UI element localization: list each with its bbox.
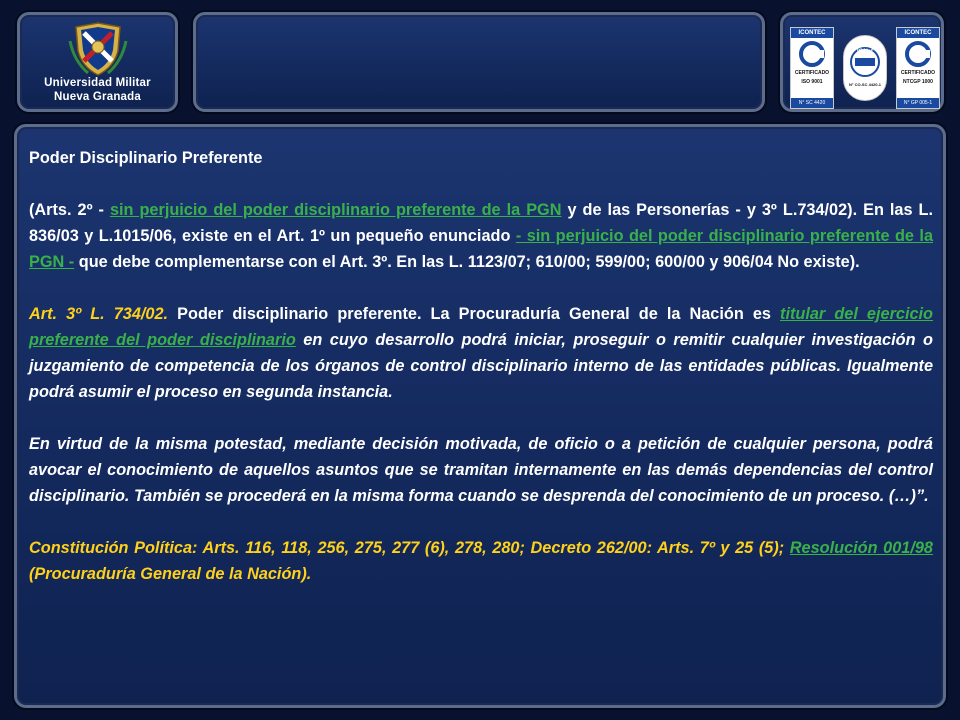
iqnet-number: N° CO-SC 4420-1 [848, 82, 882, 87]
paragraph-articles: (Arts. 2º - sin perjuicio del poder disciplinario preferente de la PGN y de las Personerías - y 3º L.734/02). En las L. 836/03 y L.1015/06, existe en el Art. 1º un pequeño enunciado - sin perjuicio del poder disciplinario preferente de la PGN - que debe complementarse con el Art. 3º. En las L. 1123/07; 610/00; 599/00; 600/00 y 906/04 No existe). [29, 201, 934, 271]
icontec-logo-icon [904, 41, 932, 67]
institution-name-line1: Universidad Militar [44, 77, 151, 89]
paragraph-legal-basis: Constitución Política: Arts. 116, 118, 256, 275, 277 (6), 278, 280; Decreto 262/00: Arts. 7º y 25 (5); Resolución 001/98 (Procuraduría General de la Nación). [29, 539, 933, 583]
link-titular-ejercicio[interactable]: titular del ejercicio preferente del poder disciplinario [29, 305, 934, 349]
icontec-logo-icon [798, 41, 826, 67]
university-crest-icon [20, 21, 175, 82]
iqnet-badge [843, 35, 887, 101]
cert-org: ICONTEC [897, 28, 939, 38]
slide-title: Poder Disciplinario Preferente [29, 149, 263, 167]
cert-label: CERTIFICADO [900, 70, 936, 76]
paragraph-potestad: En virtud de la misma potestad, mediante decisión motivada, de oficio o a petición de cualquier persona, podrá avocar el conocimiento de aquellos asuntos que se tramitan internamente en las demás dependencias del control disciplinario. También se procederá en la misma forma cuando se desprenda del conocimiento de un proceso. (…)”. [29, 435, 933, 505]
iqnet-label: IQNet [856, 49, 873, 55]
cert-number: N° GP 005-1 [897, 98, 939, 108]
paragraph-article-3: Art. 3º L. 734/02. Poder disciplinario preferente. La Procuraduría General de la Nación es titular del ejercicio preferente del poder disciplinario en cuyo desarrollo podrá iniciar, proseguir o remitir cualquier investigación o juzgamiento de competencia de los órganos de control disciplinario interno de las entidades públicas. Igualmente podrá asumir el proceso en segunda instancia. [29, 305, 934, 401]
link-resolucion[interactable]: Resolución 001/98 [789, 539, 933, 557]
cert-number: N° SC 4420 [791, 98, 833, 108]
institution-logo-panel [17, 12, 178, 112]
header-banner-panel [193, 12, 765, 112]
link-pgn-reference[interactable]: sin perjuicio del poder disciplinario preferente de la PGN [109, 201, 562, 219]
certifications-panel [780, 12, 944, 112]
cert-org: ICONTEC [791, 28, 833, 38]
cert-standard: ISO 9001 [801, 79, 823, 85]
slide-body [29, 145, 933, 587]
article-reference: Art. 3º L. 734/02. [29, 305, 169, 323]
cert-label: CERTIFICADO [794, 70, 830, 76]
link-pgn-reference-2[interactable]: - sin perjuicio del poder disciplinario preferente de la PGN - [29, 227, 933, 271]
institution-name-line2: Nueva Granada [54, 91, 141, 103]
article-heading: Poder disciplinario preferente. [168, 305, 422, 323]
cert-standard: NTCGP 1000 [903, 79, 933, 85]
icontec-iso9001-badge [790, 27, 834, 109]
icontec-ntcgp1000-badge [896, 27, 940, 109]
